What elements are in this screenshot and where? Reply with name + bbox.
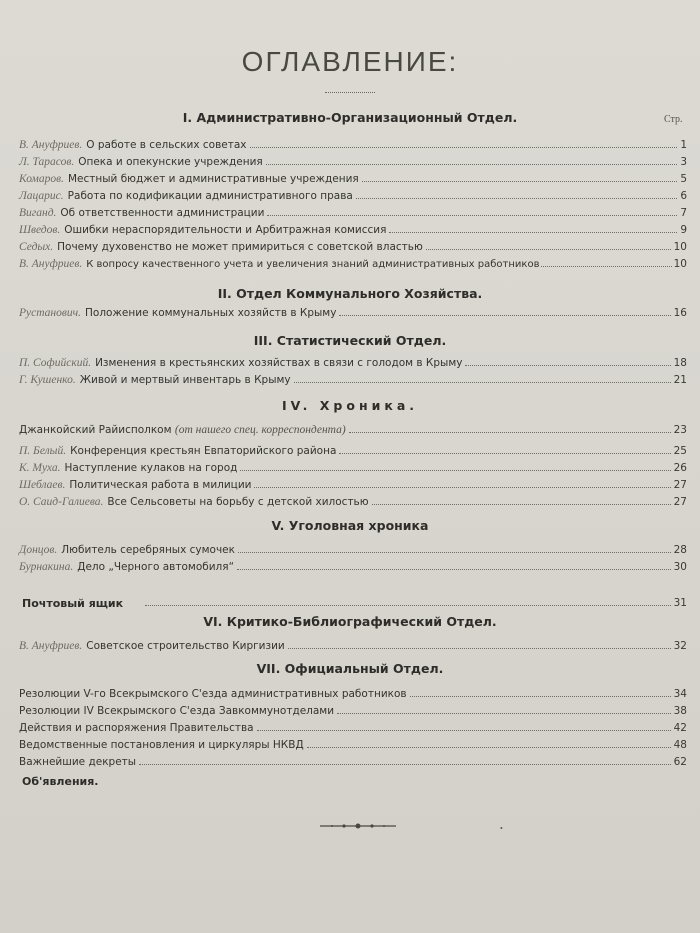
toc-entry[interactable] [19,495,687,509]
section-heading-1: I. Административно-Организационный Отдел. [182,110,518,125]
section-heading-6: VI. Критико-Библиографический Отдел. [203,614,497,629]
section-heading-5: V. Уголовная хроника [271,518,429,533]
dot-leader [139,764,671,765]
dot-leader [307,747,671,748]
entry-title: Действия и распоряжения Правительства [19,722,254,734]
entry-page: 42 [673,722,687,734]
section-heading-announcements: Об'явления. [22,775,99,788]
entry-title: Советское строительство Киргизии [86,640,285,652]
page-title: ОГЛАВЛЕНИЕ: [241,46,459,77]
entry-page: 28 [673,544,687,556]
dot-leader [426,249,671,250]
entry-page: 31 [673,597,687,609]
toc-entry[interactable] [19,356,687,370]
section-heading-mailbox: Почтовый ящик [22,597,124,610]
toc-entry[interactable] [19,721,687,735]
dot-leader [257,730,671,731]
entry-page: 25 [673,445,687,457]
toc-entry[interactable] [19,461,687,475]
dot-leader [410,696,671,697]
toc-entry[interactable] [19,755,687,769]
entry-title: Резолюции IV Всекрымского С'езда Завкоммунотделами [19,705,335,717]
entry-title: К вопросу качественного учета и увеличения знаний административных работников [86,259,540,270]
dot-leader [288,648,671,649]
toc-entry[interactable] [19,423,687,437]
toc-entry[interactable] [19,189,687,203]
entry-page: 62 [673,756,687,768]
toc-entry[interactable] [19,478,687,492]
entry-page: 5 [680,173,687,185]
dot-leader [356,198,678,199]
dot-leader [372,504,671,505]
entry-page: 27 [673,496,687,508]
dot-leader [337,713,671,714]
toc-entry[interactable] [19,704,687,718]
entry-page: 32 [673,640,687,652]
dot-leader [362,181,678,182]
entry-title: Наступление кулаков на город [64,462,238,474]
toc-entry[interactable] [19,687,687,701]
entry-page: 1 [680,139,687,151]
entry-author: П. Софийский. [19,357,92,369]
entry-author: В. Ануфриев. [19,139,83,151]
toc-entry[interactable] [19,257,687,271]
dot-leader [240,470,670,471]
entry-page: 3 [680,156,687,168]
entry-author: В. Ануфриев. [19,640,83,652]
toc-entry[interactable] [19,444,687,458]
entry-title: Политическая работа в милиции [69,479,252,491]
entry-author: Седых. [19,241,54,253]
entry-page: 21 [673,374,687,386]
entry-title: Положение коммунальных хозяйств в Крыму [85,307,337,319]
entry-page: 7 [680,207,687,219]
entry-title-text: Джанкойский Райисполком [19,424,172,436]
entry-author: Л. Тарасов. [19,156,75,168]
dot-leader [254,487,670,488]
dot-leader [339,453,670,454]
toc-entry[interactable] [19,639,687,653]
dot-leader [266,164,678,165]
dot-leader [349,432,671,433]
toc-entry[interactable] [19,373,687,387]
entry-author: Лацарис. [19,190,64,202]
footer-ornament [318,822,398,830]
entry-title: Любитель серебряных сумочек [61,544,235,556]
entry-page: 26 [673,462,687,474]
entry-title: Важнейшие декреты [19,756,137,768]
entry-page: 9 [680,224,687,236]
toc-entry[interactable] [19,172,687,186]
dot-leader [250,147,678,148]
entry-title: Местный бюджет и административные учреждения [67,173,359,185]
entry-page: 10 [673,258,687,270]
entry-page: 34 [673,688,687,700]
toc-entry[interactable] [19,155,687,169]
entry-title: Дело „Черного автомобиля“ [77,561,235,573]
entry-page: 27 [673,479,687,491]
section-heading-4: IV. Хроника. [281,398,419,413]
toc-entry[interactable] [19,306,687,320]
dot-leader [238,552,671,553]
entry-author: В. Ануфриев. [19,258,83,270]
entry-page: 18 [673,357,687,369]
toc-entry[interactable] [19,138,687,152]
entry-title: Ведомственные постановления и циркуляры НКВД [19,739,304,751]
entry-title: Работа по кодификации административного права [67,190,353,202]
entry-author: Рустанович. [19,307,81,319]
section-heading-7: VII. Официальный Отдел. [256,661,444,676]
entry-author: Шведов. [19,224,61,236]
toc-entry[interactable] [19,240,687,254]
entry-title: Почему духовенство не может примириться с советской властью [57,241,423,253]
entry-page: 23 [673,424,687,436]
entry-author: Шеблаев. [19,479,66,491]
dot-leader [465,365,670,366]
entry-title [19,423,346,437]
section-heading-2: II. Отдел Коммунального Хозяйства. [217,286,483,301]
section-heading-3: III. Статистический Отдел. [253,333,447,348]
toc-entry[interactable] [142,596,687,610]
entry-page: 16 [673,307,687,319]
speck-mark: • [500,824,503,833]
dot-leader [294,382,671,383]
entry-note: (от нашего спец. корреспондента) [174,424,346,436]
entry-title: Резолюции V-го Всекрымского С'езда административных работников [19,688,407,700]
entry-author: Бурнакина. [19,561,74,573]
entry-author: К. Муха. [19,462,61,474]
entry-title: Живой и мертвый инвентарь в Крыму [79,374,291,386]
entry-title: Все Сельсоветы на борьбу с детской хилостью [107,496,369,508]
dot-leader [145,605,671,606]
dot-leader [267,215,677,216]
page-column-header: Стр. [664,114,683,125]
toc-entry[interactable] [19,206,687,220]
entry-title: Ошибки нераспорядительности и Арбитражная комиссия [64,224,387,236]
entry-page: 48 [673,739,687,751]
entry-page: 30 [673,561,687,573]
toc-entry[interactable] [19,223,687,237]
title-ornament [325,92,375,97]
toc-entry[interactable] [19,543,687,557]
entry-title: Изменения в крестьянских хозяйствах в связи с голодом в Крыму [95,357,463,369]
entry-title: Опека и опекунские учреждения [78,156,263,168]
entry-page: 10 [673,241,687,253]
entry-page: 38 [673,705,687,717]
entry-title: Об ответственности администрации [60,207,265,219]
dot-leader [541,266,671,267]
toc-entry[interactable] [19,738,687,752]
entry-title: Конференция крестьян Евпаторийского района [70,445,337,457]
entry-author: Комаров. [19,173,64,185]
entry-title: О работе в сельских советах [86,139,247,151]
entry-author: П. Белый. [19,445,67,457]
dot-leader [237,569,671,570]
entry-author: Донцов. [19,544,58,556]
entry-author: О. Саид-Галиева. [19,496,104,508]
dot-leader [339,315,670,316]
entry-author: Г. Кушенко. [19,374,76,386]
entry-author: Виганд. [19,207,57,219]
toc-entry[interactable] [19,560,687,574]
dot-leader [389,232,677,233]
entry-page: 6 [680,190,687,202]
